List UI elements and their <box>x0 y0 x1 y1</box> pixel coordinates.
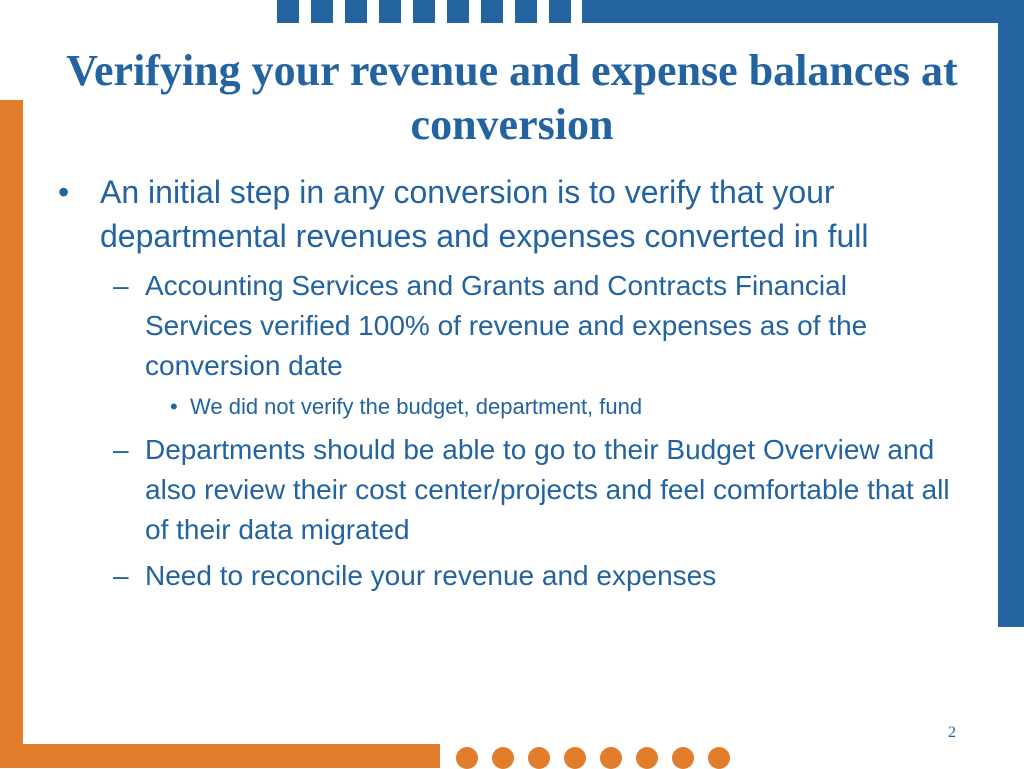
top-square-1 <box>277 0 299 23</box>
sub-sub-bullet-text: We did not verify the budget, department, fund <box>190 394 643 419</box>
slide-title: Verifying your revenue and expense balances at conversion <box>66 46 958 149</box>
sub-bullet-text: Departments should be able to go to their Budget Overview and also review their cost center/projects and feel comfortable that all of their data migrated <box>145 434 950 545</box>
bottom-dot-4 <box>564 747 586 769</box>
top-blue-bar <box>582 0 1024 23</box>
bullet-marker: • <box>170 394 178 419</box>
dash-marker: – <box>113 434 129 465</box>
top-square-4 <box>379 0 401 23</box>
bottom-dot-2 <box>492 747 514 769</box>
bottom-dot-8 <box>708 747 730 769</box>
right-blue-bar <box>998 0 1024 627</box>
top-square-8 <box>515 0 537 23</box>
bottom-dot-5 <box>600 747 622 769</box>
bullet-text: An initial step in any conversion is to verify that your departmental revenues and expenses converted in full <box>100 174 869 254</box>
sub-bullet-item <box>100 266 958 386</box>
top-square-2 <box>311 0 333 23</box>
top-square-3 <box>345 0 367 23</box>
dash-marker: – <box>113 270 129 301</box>
dash-marker: – <box>113 560 129 591</box>
sub-bullet-text: Accounting Services and Grants and Contracts Financial Services verified 100% of revenue and expenses as of the conversion date <box>145 270 868 381</box>
sub-bullet-item <box>100 556 958 596</box>
sub-sub-bullet-item <box>145 392 958 422</box>
page-number: 2 <box>948 724 956 741</box>
left-orange-bar <box>0 100 23 768</box>
bottom-dot-6 <box>636 747 658 769</box>
slide-body <box>58 170 958 602</box>
top-square-6 <box>447 0 469 23</box>
bullet-item <box>58 170 958 258</box>
sub-bullet-text: Need to reconcile your revenue and expenses <box>145 560 717 591</box>
top-square-9 <box>549 0 571 23</box>
bottom-orange-bar <box>0 744 440 768</box>
top-square-5 <box>413 0 435 23</box>
bottom-dot-1 <box>456 747 478 769</box>
bottom-dot-7 <box>672 747 694 769</box>
bullet-marker: • <box>58 174 70 210</box>
bottom-dot-3 <box>528 747 550 769</box>
top-square-7 <box>481 0 503 23</box>
sub-bullet-item <box>100 430 958 550</box>
